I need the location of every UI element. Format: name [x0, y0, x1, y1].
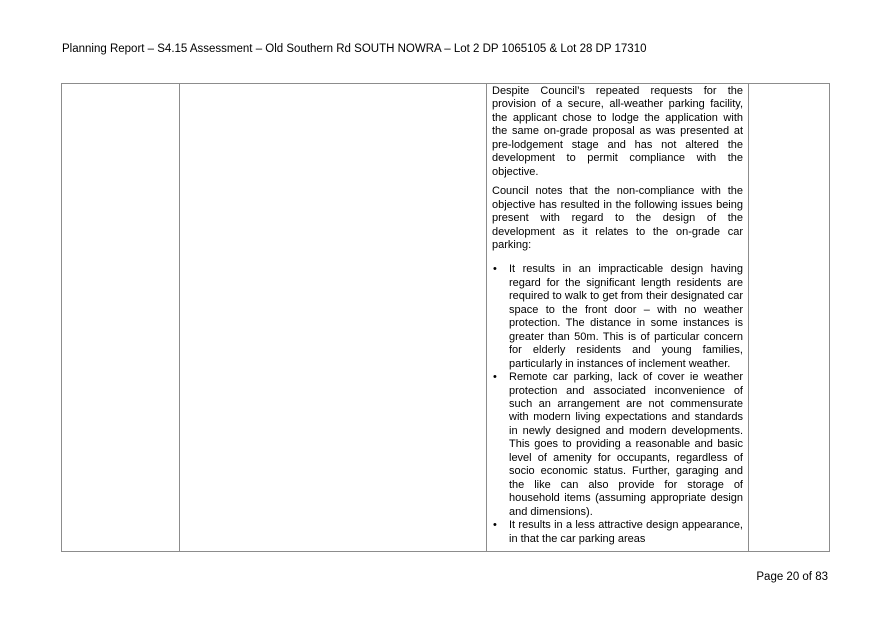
comment-paragraph: Despite Council’s repeated requests for the provision of a secure, all-weather parking facility, the applicant chose to lodge the application with the same on-grade proposal as was presented at pre-lodgement stage and has not altered the development to permit compliance with the objective.	[492, 85, 743, 178]
column-divider	[748, 84, 749, 551]
list-item	[492, 263, 743, 371]
page-number: Page 20 of 83	[756, 571, 828, 583]
assessment-table	[61, 83, 830, 552]
list-item-text: Remote car parking, lack of cover ie weather protection and associated inconvenience of such an arrangement are not commensurate with modern living expectations and standards in newly designed and modern developments. This goes to providing a reasonable and basic level of amenity for occupants, regardless of socio economic status. Further, garaging and the like can also provide for storage of household items (assuming appropriate design and dimensions).	[509, 371, 743, 518]
assessment-comment-cell	[492, 85, 743, 551]
list-item	[492, 519, 743, 546]
bullet-icon: •	[493, 519, 497, 532]
column-divider	[179, 84, 180, 551]
bullet-icon: •	[493, 371, 497, 384]
page-header-title: Planning Report – S4.15 Assessment – Old Southern Rd SOUTH NOWRA – Lot 2 DP 1065105 & Lot 28 DP 17310	[62, 43, 647, 55]
issues-list	[492, 263, 743, 546]
list-item-text: It results in an impracticable design having regard for the significant length residents are required to walk to get from their designated car space to the front door – with no weather protection. The distance in some instances is greater than 50m. This is of particular concern for elderly residents and young families, particularly in instances of inclement weather.	[509, 263, 743, 370]
bullet-icon: •	[493, 263, 497, 276]
column-divider	[486, 84, 487, 551]
list-item	[492, 371, 743, 519]
list-item-text: It results in a less attractive design appearance, in that the car parking areas	[509, 519, 743, 545]
comment-paragraph: Council notes that the non-compliance with the objective has resulted in the following issues being present with regard to the design of the development as it relates to the on-grade car parking:	[492, 185, 743, 251]
